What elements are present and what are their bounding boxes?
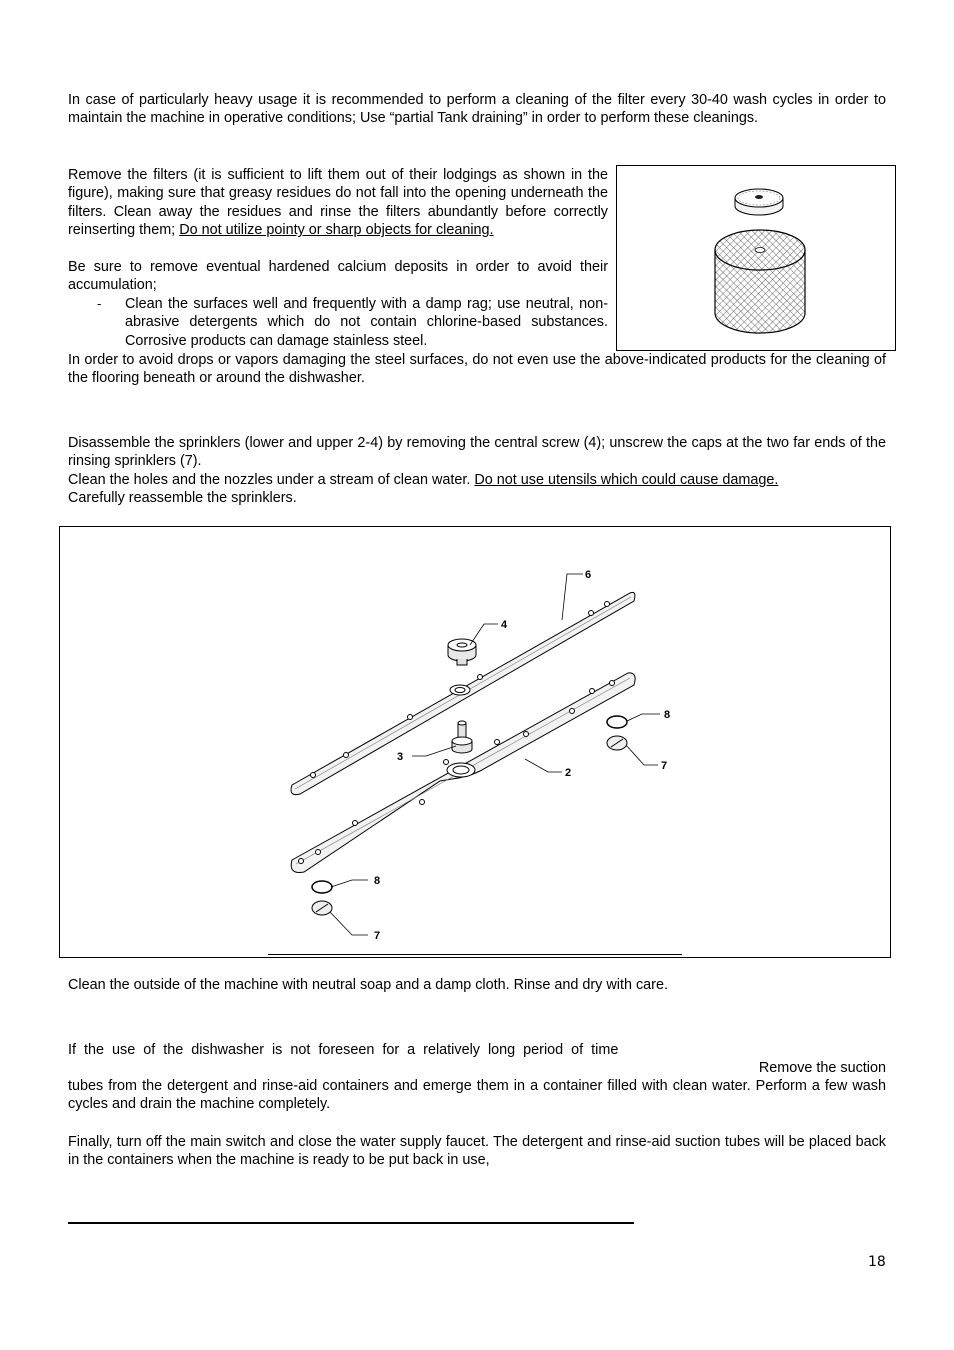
filter-illustration: [617, 166, 895, 350]
surface-cleaning-text: Clean the surfaces well and frequently with a damp rag; use neutral, non-abrasive detergents which do not contain chlorine-based substances. Corrosive products can damage stainless steel.: [125, 296, 608, 349]
label-part-4: 4: [501, 619, 508, 631]
outside-cleaning-paragraph: Clean the outside of the machine with neutral soap and a damp cloth. Rinse and dry with care.: [68, 977, 668, 993]
central-hub: [452, 721, 472, 753]
remove-filters-text: Remove the filters (it is sufficient to lift them out of their lodgings as shown in the figure), making sure that greasy residues do not fall into the opening underneath the filters. Clean away the residues and rinse the filters abundantly before correctly reinserting them;: [68, 167, 608, 239]
suction-tubes-paragraph: tubes from the detergent and rinse-aid containers and emerge them in a container filled with clean water. Perform a few wash cycles and drain the machine completely.: [68, 1078, 886, 1113]
o-ring-left: [312, 881, 332, 893]
sprinkler-figure: [59, 526, 891, 958]
reassemble-text: Carefully reassemble the sprinklers.: [68, 490, 297, 507]
o-ring-right: [607, 716, 627, 728]
remove-suction-line: Remove the suction: [758, 1060, 886, 1076]
label-part-8-right: 8: [664, 709, 671, 721]
page-number: 18: [868, 1254, 886, 1270]
clean-nozzles-text: Clean the holes and the nozzles under a stream of clean water.: [68, 472, 471, 488]
figure-caption-rule: [268, 954, 682, 955]
bullet-dash: -: [97, 296, 102, 311]
no-pointy-objects-warning: Do not utilize pointy or sharp objects for cleaning.: [179, 222, 494, 239]
label-part-3: 3: [397, 751, 404, 763]
flooring-cleaning-paragraph: In order to avoid drops or vapors damaging the steel surfaces, do not even use the above-indicated products for the cleaning of the flooring beneath or around the dishwasher.: [68, 352, 886, 387]
lower-sprinkler-arm: [291, 673, 635, 873]
remove-filters-paragraph: [68, 166, 608, 240]
label-part-8-left: 8: [374, 875, 381, 887]
label-part-7-left: 7: [374, 930, 381, 942]
end-cap-left: [312, 901, 332, 915]
flat-filter-disc: [735, 189, 783, 215]
label-part-7-right: 7: [661, 760, 668, 772]
sprinkler-exploded-diagram: [60, 527, 890, 957]
filter-figure: [616, 165, 896, 351]
filter-cleaning-paragraph: In case of particularly heavy usage it is recommended to perform a cleaning of the filter every 30-40 wash cycles in order to maintain the machine in operative conditions; Use “partial Tank draining” in order to perform these cleanings.: [68, 92, 886, 127]
turn-off-paragraph: Finally, turn off the main switch and close the water supply faucet. The detergent and rinse-aid suction tubes will be placed back in the containers when the machine is ready to be put back in use,: [68, 1134, 886, 1169]
end-cap-right: [607, 736, 627, 750]
disassemble-sprinklers-paragraph: Disassemble the sprinklers (lower and upper 2-4) by removing the central screw (4); unscrew the caps at the two far ends of the rinsing sprinklers (7).: [68, 435, 886, 470]
label-part-6: 6: [585, 569, 592, 581]
calcium-deposits-paragraph: Be sure to remove eventual hardened calcium deposits in order to avoid their accumulation;: [68, 259, 608, 294]
label-part-2: 2: [565, 767, 572, 779]
cylindrical-mesh-filter: [715, 230, 805, 333]
footer-rule: [68, 1222, 634, 1224]
no-utensils-warning: Do not use utensils which could cause damage.: [474, 472, 779, 488]
long-inactivity-line: If the use of the dishwasher is not foreseen for a relatively long period of time: [68, 1042, 619, 1058]
clean-nozzles-paragraph: [68, 471, 886, 508]
